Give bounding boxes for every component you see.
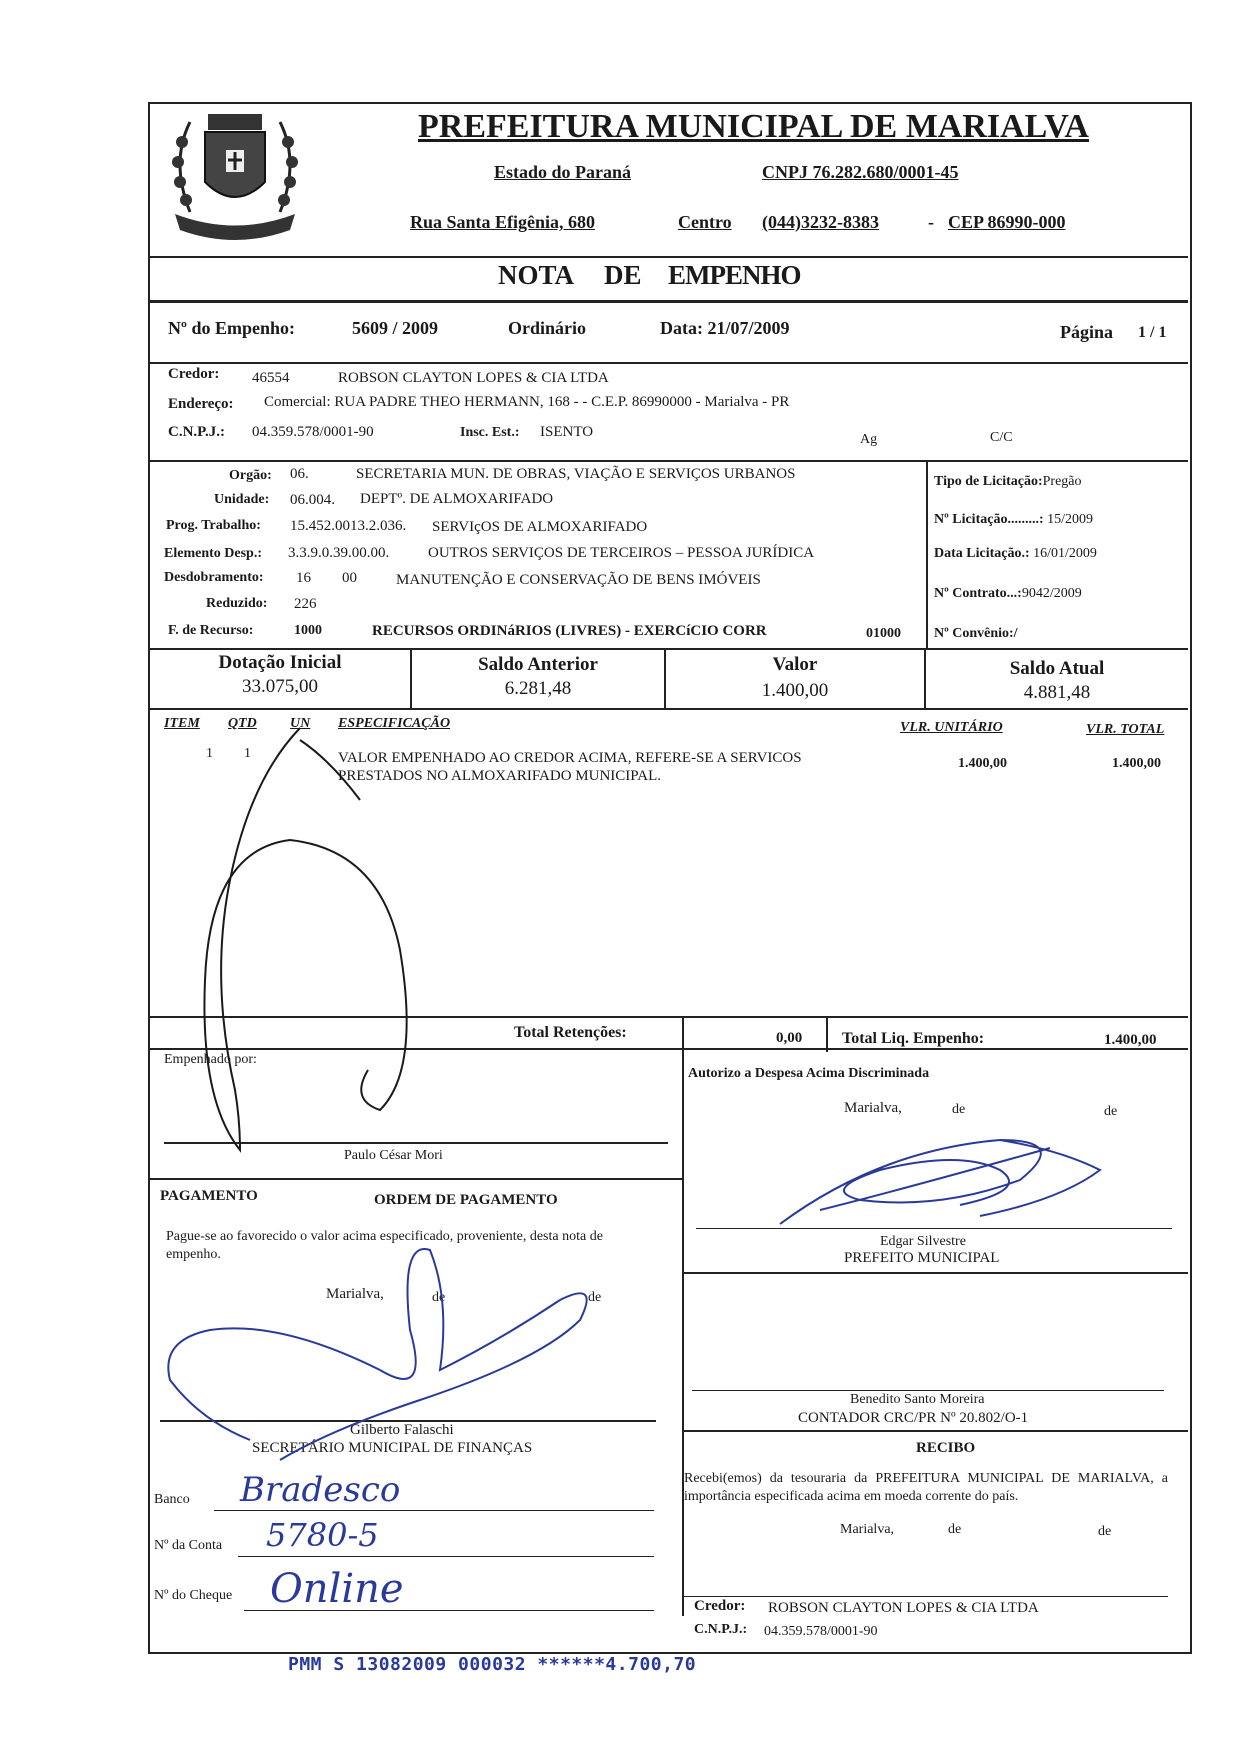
desdob-a: 16 (296, 570, 311, 586)
header-title: PREFEITURA MUNICIPAL DE MARIALVA (418, 108, 1089, 145)
prog-label: Prog. Trabalho: (166, 518, 261, 533)
address-label: Endereço: (168, 396, 234, 412)
elemento-name: OUTROS SERVIÇOS DE TERCEIROS – PESSOA JURÍDICA (428, 545, 815, 561)
recibo-credor-label: Credor: (694, 1598, 746, 1614)
liq-value: 1.400,00 (1104, 1032, 1157, 1048)
page-label: Página (1060, 322, 1114, 342)
conta-label: Nº da Conta (154, 1538, 223, 1553)
empenho-type: Ordinário (508, 318, 587, 338)
divider (148, 708, 1188, 710)
credor-insc: ISENTO (540, 424, 594, 440)
col-qtd: QTD (228, 716, 257, 731)
reduzido-label: Reduzido: (206, 596, 268, 611)
orgao-name: SECRETARIA MUN. DE OBRAS, VIAÇÃO E SERVIÇOS URBANOS (356, 466, 796, 482)
desdob-name: MANUTENÇÃO E CONSERVAÇÃO DE BENS IMÓVEIS (396, 572, 761, 588)
row-unit: 1.400,00 (958, 756, 1007, 771)
divider (926, 460, 928, 650)
insc-label: Insc. Est.: (460, 425, 520, 440)
divider (148, 648, 1188, 650)
tipo-label: Tipo de Licitação: (934, 474, 1043, 489)
unidade-name: DEPTº. DE ALMOXARIFADO (360, 491, 554, 507)
dotacao-label: Dotação Inicial (218, 652, 342, 673)
liq-label: Total Liq. Empenho: (842, 1030, 985, 1047)
col-total: VLR. TOTAL (1086, 722, 1165, 737)
recibo-cnpj-label: C.N.P.J.: (694, 1622, 748, 1637)
contador-title: CONTADOR CRC/PR Nº 20.802/O-1 (798, 1410, 1029, 1426)
signature-line (696, 1228, 1172, 1229)
unidade-label: Unidade: (214, 492, 270, 507)
licitacao-num (934, 512, 1093, 528)
unidade-code: 06.004. (290, 492, 335, 508)
empenhado-name: Paulo César Mori (344, 1148, 443, 1163)
prog-code: 15.452.0013.2.036. (290, 518, 407, 534)
header-district: Centro (678, 212, 732, 232)
cheque-handwritten: Online (270, 1566, 404, 1612)
recibo-cnpj: 04.359.578/0001-90 (764, 1624, 878, 1639)
banco-line (214, 1510, 654, 1511)
col-item: ITEM (164, 716, 200, 731)
cc-label: C/C (990, 430, 1013, 445)
divider (148, 1178, 682, 1180)
left-de-2: de (588, 1290, 602, 1305)
num-value: 15/2009 (1047, 512, 1093, 527)
credor-name: ROBSON CLAYTON LOPES & CIA LTDA (338, 370, 609, 386)
saldo-atual-label: Saldo Atual (1009, 658, 1105, 679)
right-de-1: de (952, 1102, 966, 1117)
dotacao-value: 33.075,00 (242, 676, 318, 697)
divider (682, 1596, 1168, 1597)
coat-of-arms-logo (160, 102, 310, 250)
orgao-code: 06. (290, 466, 309, 482)
right-de-2: de (1104, 1104, 1118, 1119)
secretario-title: SECRETÁRIO MUNICIPAL DE FINANÇAS (252, 1440, 533, 1456)
credor-label: Credor: (168, 366, 220, 382)
credor-cnpj: 04.359.578/0001-90 (252, 424, 374, 440)
row-spec-line1: VALOR EMPENHADO AO CREDOR ACIMA, REFERE-SE A SERVICOS (338, 750, 802, 766)
recibo-text: Recebi(emos) da tesouraria da PREFEITURA MUNICIPAL DE MARIALVA, a importância especificada acima em moeda corrente do país. (684, 1471, 1168, 1504)
page-number: 1 / 1 (1138, 324, 1167, 341)
data-value: 16/01/2009 (1033, 546, 1097, 561)
recurso-label: F. de Recurso: (168, 623, 254, 638)
divider (682, 1430, 1188, 1432)
row-item: 1 (206, 746, 213, 761)
row-spec-line2: PRESTADOS NO ALMOXARIFADO MUNICIPAL. (338, 768, 662, 784)
divider (682, 1272, 1188, 1274)
doc-title-nota: NOTA (498, 260, 575, 290)
signature-line (164, 1142, 668, 1144)
divider (148, 1016, 1188, 1018)
licitacao-contrato (934, 586, 1082, 602)
cnpj-label: C.N.P.J.: (168, 424, 225, 440)
header-separator: - (928, 212, 934, 232)
recurso-name: RECURSOS ORDINáRIOS (LIVRES) - EXERCíCIO CORR (372, 623, 767, 639)
recibo-label: RECIBO (916, 1440, 976, 1456)
banco-handwritten: Bradesco (240, 1470, 401, 1510)
desdob-b: 00 (342, 570, 357, 586)
divider (682, 1016, 684, 1616)
elemento-label: Elemento Desp.: (164, 546, 262, 561)
recibo-credor-name: ROBSON CLAYTON LOPES & CIA LTDA (768, 1600, 1039, 1616)
divider (148, 1048, 1188, 1050)
pagamento-label: PAGAMENTO (160, 1188, 258, 1204)
saldo-atual-value: 4.881,48 (1023, 682, 1091, 703)
reduzido-value: 226 (294, 596, 317, 612)
col-unit: VLR. UNITÁRIO (900, 720, 1003, 735)
doc-title-empenho: EMPENHO (668, 260, 801, 290)
empenhado-label: Empenhado por: (164, 1052, 257, 1067)
recibo-de-1: de (948, 1522, 962, 1537)
conta-line (238, 1556, 654, 1557)
ag-label: Ag (860, 432, 878, 447)
signature-line (692, 1390, 1164, 1391)
col-spec: ESPECIFICAÇÃO (338, 716, 451, 731)
bank-stamp: PMM S 13082009 000032 ******4.700,70 (288, 1654, 697, 1675)
contador-name: Benedito Santo Moreira (850, 1392, 985, 1407)
header-cep: CEP 86990-000 (948, 212, 1066, 232)
valor-label: Valor (772, 654, 818, 675)
prog-name: SERVIçOS DE ALMOXARIFADO (432, 519, 648, 535)
recibo-de-2: de (1098, 1524, 1112, 1539)
recurso-extra: 01000 (866, 626, 901, 641)
header-address: Rua Santa Efigênia, 680 (410, 212, 596, 232)
row-qtd: 1 (244, 746, 251, 761)
empenho-date: Data: 21/07/2009 (660, 318, 790, 338)
banco-label: Banco (154, 1492, 190, 1507)
convenio-label: Nº Convênio:/ (934, 626, 1018, 641)
col-un: UN (290, 716, 311, 731)
row-total: 1.400,00 (1112, 756, 1161, 771)
pague-text: Pague-se ao favorecido o valor acima especificado, proveniente, desta nota de empenho. (166, 1229, 603, 1262)
credor-address: Comercial: RUA PADRE THEO HERMANN, 168 - - C.E.P. 86990000 - Marialva - PR (264, 394, 790, 410)
divider (148, 460, 1188, 462)
divider (826, 1018, 828, 1052)
data-label: Data Licitação.: (934, 546, 1030, 561)
divider (148, 300, 1188, 303)
cheque-label: Nº do Cheque (154, 1588, 233, 1603)
doc-title-de: DE (604, 260, 642, 290)
orgao-label: Orgão: (229, 468, 272, 483)
retencoes-value: 0,00 (776, 1030, 803, 1046)
ordem-label: ORDEM DE PAGAMENTO (374, 1192, 558, 1208)
header-state: Estado do Paraná (494, 162, 632, 182)
empenho-label: Nº do Empenho: (168, 318, 295, 338)
secretario-name: Gilberto Falaschi (350, 1422, 454, 1438)
saldo-anterior-label: Saldo Anterior (478, 654, 598, 675)
left-city: Marialva, (326, 1286, 384, 1302)
num-label: Nº Licitação.........: (934, 512, 1044, 527)
recurso-code: 1000 (294, 623, 322, 638)
right-city: Marialva, (844, 1100, 902, 1116)
prefeito-title: PREFEITO MUNICIPAL (844, 1250, 1000, 1266)
elemento-code: 3.3.9.0.39.00.00. (288, 545, 390, 561)
header-cnpj: CNPJ 76.282.680/0001-45 (762, 162, 959, 182)
contrato-label: Nº Contrato...: (934, 586, 1022, 601)
tipo-value: Pregão (1042, 474, 1082, 489)
header-phone: (044)3232-8383 (762, 212, 879, 232)
left-de-1: de (432, 1290, 446, 1305)
empenho-number: 5609 / 2009 (352, 318, 439, 338)
saldo-anterior-value: 6.281,48 (504, 678, 572, 699)
autorizo-label: Autorizo a Despesa Acima Discriminada (688, 1066, 930, 1081)
valor-value: 1.400,00 (761, 680, 829, 701)
desdob-label: Desdobramento: (164, 570, 264, 585)
recibo-city: Marialva, (840, 1522, 895, 1537)
retencoes-label: Total Retenções: (514, 1024, 627, 1041)
divider (148, 362, 1188, 364)
conta-handwritten: 5780-5 (266, 1516, 379, 1554)
divider (148, 256, 1188, 258)
credor-code: 46554 (252, 370, 290, 386)
licitacao-data (934, 546, 1097, 562)
contrato-value: 9042/2009 (1021, 586, 1082, 601)
licitacao-tipo (934, 474, 1082, 490)
prefeito-name: Edgar Silvestre (880, 1234, 966, 1249)
